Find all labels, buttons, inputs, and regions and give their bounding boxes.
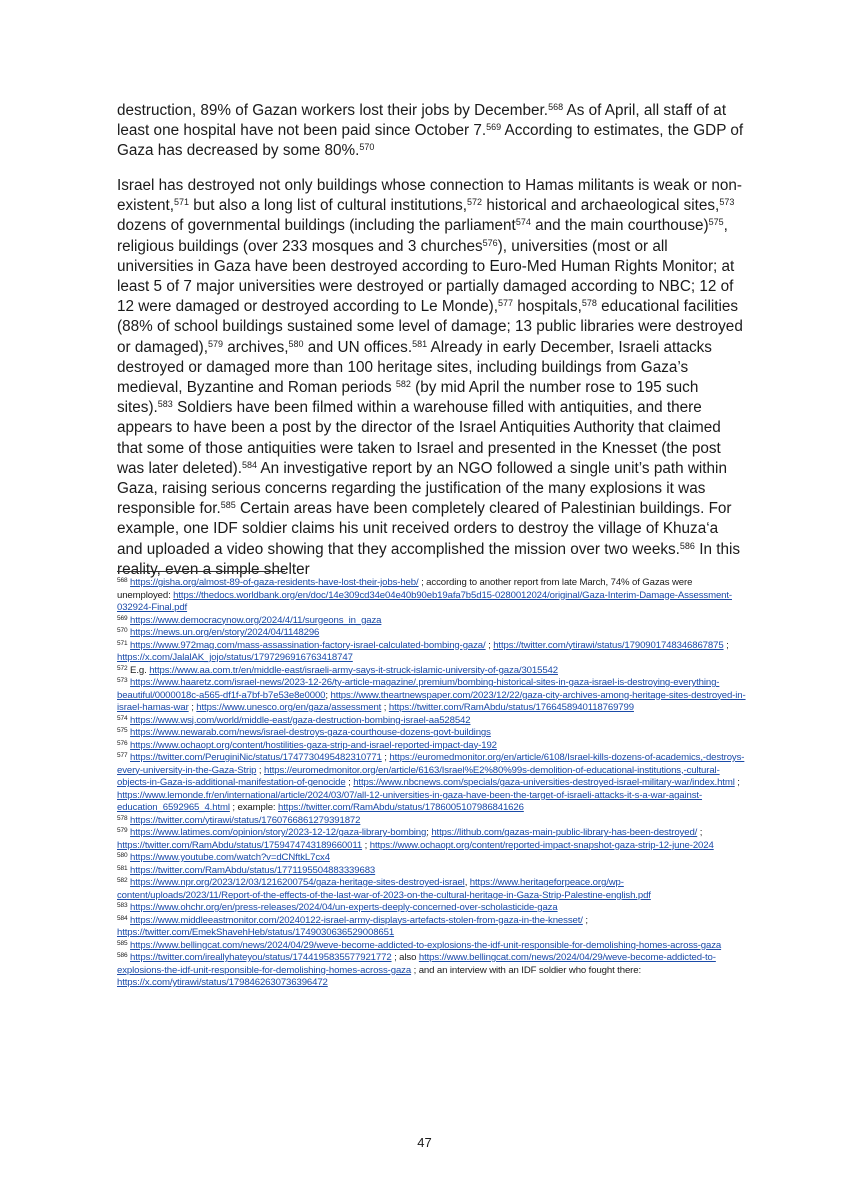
- text-run: historical and archaeological sites,: [482, 197, 720, 215]
- footnote-link[interactable]: https://www.youtube.com/watch?v=dCNftkL7cx4: [130, 852, 330, 863]
- footnote-568: [117, 577, 747, 615]
- footnote-text: ; also: [391, 952, 419, 963]
- footnote-581: [117, 865, 747, 878]
- text-run: and the main courthouse): [530, 217, 709, 235]
- footnote-583: [117, 902, 747, 915]
- text-run: As of April, all staff of at least one hospital have not been paid since October 7.: [117, 102, 727, 140]
- text-run: ), universities (most or all universities in Gaza have been destroyed according to Euro-Med Human Rights Monitor; at least 5 of 7 major universities were destroyed or partially damaged according to NBC; 12 of 12 were damaged or destroyed according to Le Monde),: [117, 237, 735, 316]
- footnote-link[interactable]: https://www.npr.org/2023/12/03/1216200754/gaza-heritage-sites-destroyed-israel: [130, 877, 465, 888]
- footnote-text: ;: [723, 639, 729, 651]
- footnote-number: 577: [117, 752, 128, 759]
- footnote-ref[interactable]: 575: [708, 217, 724, 228]
- footnote-text: ;: [381, 752, 390, 763]
- footnote-link[interactable]: https://lithub.com/gazas-main-public-library-has-been-destroyed/: [431, 827, 698, 838]
- text-run: but also a long list of cultural institutions,: [189, 197, 468, 215]
- footnote-ref[interactable]: 585: [220, 500, 236, 511]
- text-run: (by mid April the number rose to 195 such sites).: [117, 379, 699, 417]
- footnote-link[interactable]: https://twitter.com/ytirawi/status/1760766861279391872: [130, 814, 361, 826]
- footnote-link[interactable]: https://twitter.com/RamAbdu/status/1786005107986841626: [278, 802, 524, 813]
- footnote-link[interactable]: https://www.nbcnews.com/specials/gaza-universities-destroyed-israel-military-war/index.html: [353, 777, 735, 788]
- footnote-link[interactable]: https://twitter.com/ireallyhateyou/status/1744195835577921772: [130, 952, 392, 963]
- footnote-text: ;: [188, 702, 197, 713]
- footnote-number: 575: [117, 727, 128, 734]
- footnote-link[interactable]: https://www.unesco.org/en/gaza/assessment: [196, 702, 382, 713]
- footnote-ref[interactable]: 581: [412, 338, 428, 349]
- footnote-link[interactable]: https://www.972mag.com/mass-assassination-factory-israel-calculated-bombing-gaza/: [130, 639, 486, 651]
- text-run: , religious buildings (over 233 mosques and 3 churches: [117, 217, 728, 255]
- footnote-number: 574: [117, 714, 128, 722]
- footnote-link[interactable]: https://www.bellingcat.com/news/2024/04/29/weve-become-addicted-to-explosions-the-idf-unit-responsible-for-demolishing-homes-across-gaza: [117, 952, 716, 976]
- footnote-text: ; according to another report from late March, 74% of Gazas were unemployed:: [117, 577, 693, 601]
- footnote-text: ;: [697, 827, 703, 838]
- footnote-575: [117, 727, 747, 740]
- footnote-link[interactable]: https://www.bellingcat.com/news/2024/04/29/weve-become-addicted-to-explosions-the-idf-unit-responsible-for-demolishing-homes-across-gaza: [130, 939, 722, 951]
- footnote-ref[interactable]: 578: [581, 298, 597, 309]
- footnote-link[interactable]: https://x.com/JalalAK_jojo/status/1797296916763418747: [117, 652, 353, 663]
- footnote-number: 586: [117, 952, 128, 959]
- footnote-link[interactable]: https://euromedmonitor.org/en/article/6108/Israel-kills-dozens-of-academics,-destroys-every-university-in-the-Gaza-Strip: [117, 752, 745, 776]
- footnote-number: 583: [117, 902, 128, 909]
- footnote-text: ;: [381, 702, 389, 713]
- footnote-ref[interactable]: 579: [207, 338, 224, 349]
- footnote-ref[interactable]: 571: [173, 197, 189, 208]
- footnote-text: ;: [734, 777, 740, 788]
- text-run: Israel has destroyed not only buildings whose connection to Hamas militants is weak or non-existent,: [117, 177, 742, 215]
- footnote-link[interactable]: https://www.middleeastmonitor.com/20240122-israel-army-displays-artefacts-stolen-from-gaza-in-the-knesset/: [130, 914, 583, 926]
- footnote-text: ;: [256, 764, 264, 776]
- footnote-ref[interactable]: 584: [242, 459, 258, 470]
- footnote-586: [117, 952, 747, 990]
- footnote-link[interactable]: https://euromedmonitor.org/en/article/6163/Israel%E2%80%99s-demolition-of-educational-institutions,-cultural-objects-in-Gaza-is-additional-manifestation-of-genocide: [117, 764, 720, 788]
- text-run: According to estimates, the GDP of Gaza has decreased by some 80%.: [117, 122, 744, 160]
- footnote-link[interactable]: https://www.ohchr.org/en/press-releases/2024/04/un-experts-deeply-concerned-over-scholasticide-gaza: [130, 902, 558, 913]
- footnote-text: ;: [362, 839, 370, 851]
- footnote-separator: [117, 571, 285, 572]
- footnote-link[interactable]: https://www.democracynow.org/2024/4/11/surgeons_in_gaza: [130, 614, 382, 626]
- footnote-text: ;: [325, 689, 331, 701]
- footnote-number: 569: [117, 614, 128, 622]
- footnote-ref[interactable]: 580: [288, 338, 304, 349]
- footnote-link[interactable]: https://twitter.com/PeruginiNic/status/1747730495482310771: [130, 752, 382, 763]
- footnote-ref[interactable]: 570: [359, 142, 375, 153]
- footnote-text: ;: [426, 827, 432, 838]
- footnote-number: 579: [117, 827, 128, 834]
- text-run: Already in early December, Israeli attacks destroyed or damaged more than 100 heritage sites, including buildings from Gaza’s medieval, Byzantine and Roman periods: [117, 338, 712, 397]
- footnote-link[interactable]: https://www.ochaopt.org/content/hostilities-gaza-strip-and-israel-reported-impact-day-192: [130, 739, 497, 751]
- footnote-ref[interactable]: 583: [157, 399, 173, 410]
- footnote-580: [117, 852, 747, 865]
- footnote-link[interactable]: https://www.haaretz.com/israel-news/2023-12-26/ty-article-magazine/.premium/bombing-historical-sites-in-gaza-israel-is-destroying-everything-beautiful/0000018c-a565-df1f-a7bf-b7e53e8e0000: [117, 677, 720, 701]
- footnote-text: ;: [485, 639, 494, 651]
- footnote-ref[interactable]: 586: [679, 540, 695, 551]
- text-run: educational facilities (88% of school buildings sustained some level of damage; 13 public libraries were destroyed or damaged),: [117, 298, 743, 356]
- footnote-ref[interactable]: 569: [486, 122, 502, 133]
- text-run: An investigative report by an NGO followed a single unit’s path within Gaza, raising serious concerns regarding the justification of the many explosions it was responsible for.: [117, 459, 727, 518]
- footnote-570: [117, 627, 747, 640]
- footnotes-section: [117, 577, 747, 990]
- footnote-569: [117, 615, 747, 628]
- footnote-number: 572: [117, 664, 128, 672]
- footnote-text: ,: [464, 877, 470, 888]
- footnote-ref[interactable]: 582: [395, 379, 411, 390]
- footnote-number: 578: [117, 814, 128, 822]
- footnote-text: ;: [345, 777, 354, 788]
- footnote-link[interactable]: https://www.latimes.com/opinion/story/2023-12-12/gaza-library-bombing: [130, 827, 427, 838]
- footnote-ref[interactable]: 577: [497, 298, 513, 309]
- footnote-572: [117, 665, 747, 678]
- footnote-link[interactable]: https://x.com/ytirawi/status/1798462630736396472: [117, 977, 328, 988]
- footnote-number: 585: [117, 939, 128, 947]
- text-run: and UN offices.: [303, 338, 413, 356]
- footnote-link[interactable]: https://www.heritageforpeace.org/wp-content/uploads/2023/11/Report-of-the-effects-of-the-last-war-of-2023-on-the-cultural-heritage-in-Gaza-Strip-Palestine-english.pdf: [117, 877, 651, 901]
- footnote-number: 584: [117, 914, 128, 922]
- footnote-576: [117, 740, 747, 753]
- footnote-number: 568: [117, 577, 128, 584]
- footnote-ref[interactable]: 576: [482, 237, 498, 248]
- footnote-link[interactable]: https://www.lemonde.fr/en/international/article/2024/03/07/all-12-universities-in-gaza-have-been-the-target-of-israeli-attacks-it-s-a-war-against-education_6592965_4.html: [117, 789, 703, 813]
- footnote-579: [117, 827, 747, 852]
- footnote-ref[interactable]: 568: [548, 102, 564, 112]
- footnote-582: [117, 877, 747, 902]
- footnote-link[interactable]: https://twitter.com/ytirawi/status/1790901748346867875: [493, 639, 724, 651]
- footnote-link[interactable]: https://twitter.com/EmekShavehHeb/status/1749030636529008651: [117, 927, 395, 938]
- paragraph-destruction: [117, 176, 745, 580]
- footnote-number: 570: [117, 627, 128, 634]
- text-run: Certain areas have been completely cleared of Palestinian buildings. For example, one IDF soldier claims his unit received orders to destroy the village of Khuza‘a and uploaded a video showing that they accomplished the mission over two weeks.: [117, 500, 732, 558]
- footnote-ref[interactable]: 574: [515, 217, 531, 228]
- footnote-ref[interactable]: 572: [467, 197, 483, 208]
- footnote-text: ; and an interview with an IDF soldier who fought there:: [411, 964, 641, 976]
- footnote-ref[interactable]: 573: [719, 197, 735, 208]
- footnote-number: 582: [117, 877, 128, 884]
- footnote-number: 576: [117, 739, 128, 747]
- footnote-text: ;: [582, 914, 588, 926]
- footnote-link[interactable]: https://www.ochaopt.org/content/reported-impact-snapshot-gaza-strip-12-june-2024: [369, 839, 714, 851]
- footnote-link[interactable]: https://www.wsj.com/world/middle-east/gaza-destruction-bombing-israel-aa528542: [130, 714, 471, 726]
- footnote-578: [117, 815, 747, 828]
- footnote-number: 573: [117, 677, 128, 684]
- footnote-link[interactable]: https://www.theartnewspaper.com/2023/12/22/gaza-city-archives-among-heritage-sites-destroyed-in-israel-hamas-war: [117, 689, 746, 713]
- footnote-link[interactable]: https://thedocs.worldbank.org/en/doc/14e309cd34e04e40b90eb19afa7b5d15-0280012024/original/Gaza-Interim-Damage-Assessment-032924-Final.pdf: [117, 589, 732, 613]
- body-paragraph-1: [117, 101, 745, 162]
- text-run: destruction, 89% of Gazan workers lost their jobs by December.: [117, 102, 549, 119]
- paragraph-economy: [117, 101, 745, 162]
- text-run: archives,: [223, 338, 289, 356]
- text-run: Soldiers have been filmed within a warehouse filled with antiquities, and there appears to have been a post by the director of the Israel Antiquities Authority that claimed that some of those antiquities were taken to Israel and presented in the Knesset (the post was later deleted).: [117, 399, 721, 477]
- footnote-link[interactable]: https://www.newarab.com/news/israel-destroys-gaza-courthouse-dozens-govt-buildings: [130, 727, 491, 738]
- footnote-585: [117, 940, 747, 953]
- footnote-link[interactable]: https://www.aa.com.tr/en/middle-east/israeli-army-says-it-struck-islamic-university-of-gaza/3015542: [149, 664, 558, 676]
- footnote-571: [117, 640, 747, 665]
- text-run: hospitals,: [512, 298, 582, 316]
- footnote-577: [117, 752, 747, 815]
- body-paragraph-2: [117, 176, 745, 580]
- text-run: In this reality, even a simple shelter: [117, 540, 741, 578]
- footnote-link[interactable]: https://news.un.org/en/story/2024/04/1148296: [130, 627, 320, 638]
- footnote-574: [117, 715, 747, 728]
- footnote-link[interactable]: https://twitter.com/RamAbdu/status/1771195504883339683: [130, 864, 376, 876]
- footnote-text: E.g.: [130, 664, 150, 676]
- footnote-573: [117, 677, 747, 715]
- footnote-link[interactable]: https://gisha.org/almost-89-of-gaza-residents-have-lost-their-jobs-heb/: [130, 577, 419, 588]
- footnote-text: ; example:: [229, 802, 279, 813]
- footnote-link[interactable]: https://twitter.com/RamAbdu/status/1759474743189660011: [117, 839, 363, 851]
- footnote-link[interactable]: https://twitter.com/RamAbdu/status/1766458940118769799: [388, 702, 634, 713]
- page-number: 47: [417, 1135, 432, 1150]
- footnote-number: 581: [117, 864, 128, 872]
- footnote-584: [117, 915, 747, 940]
- text-run: dozens of governmental buildings (including the parliament: [117, 217, 516, 235]
- footnote-number: 571: [117, 639, 128, 647]
- footnote-number: 580: [117, 852, 128, 859]
